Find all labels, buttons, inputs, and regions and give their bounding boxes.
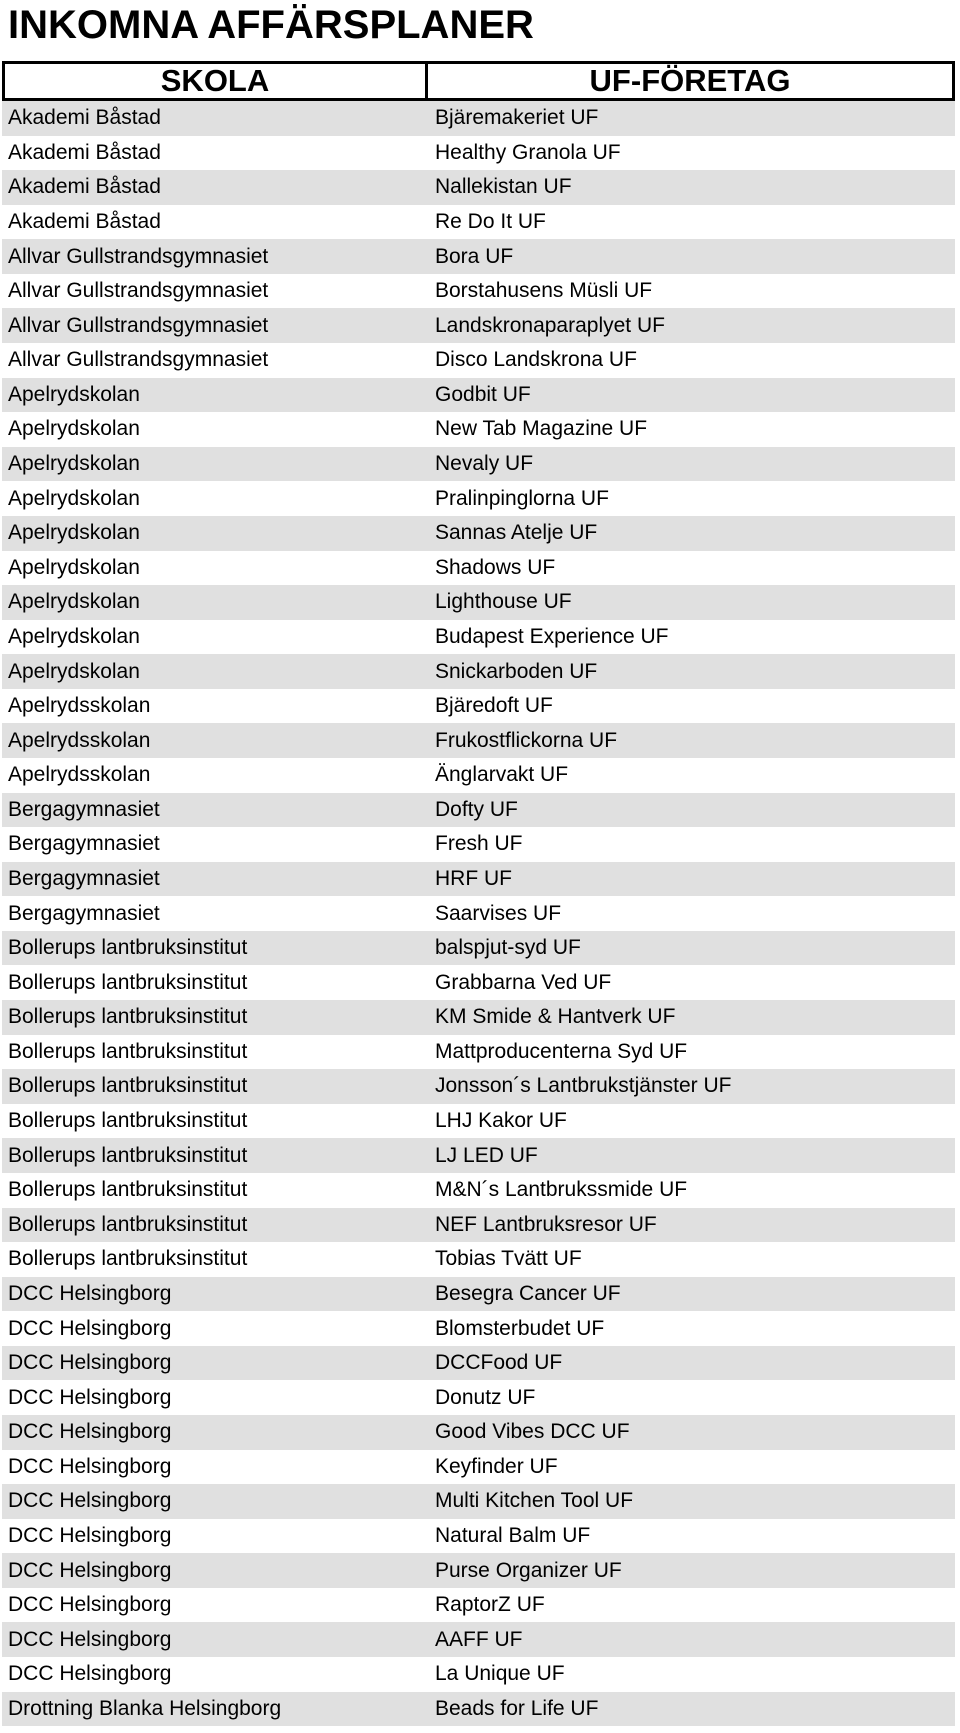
table-row: [2, 965, 955, 1000]
table-row: [2, 1692, 955, 1727]
school-cell: Bollerups lantbruksinstitut: [8, 1039, 248, 1063]
school-cell: Apelrydskolan: [8, 590, 140, 614]
company-cell: La Unique UF: [435, 1662, 565, 1686]
school-cell: Akademi Båstad: [8, 175, 161, 199]
school-cell: Apelrydsskolan: [8, 763, 151, 787]
table-row: [2, 136, 955, 171]
table-row: [2, 551, 955, 586]
table-row: [2, 378, 955, 413]
company-cell: Blomsterbudet UF: [435, 1316, 605, 1340]
table-row: [2, 481, 955, 516]
table-row: [2, 793, 955, 828]
table-row: [2, 723, 955, 758]
table-row: [2, 1346, 955, 1381]
table-row: [2, 1208, 955, 1243]
school-cell: Apelrydskolan: [8, 659, 140, 683]
table-row: [2, 308, 955, 343]
company-cell: HRF UF: [435, 867, 512, 890]
school-cell: Apelrydskolan: [8, 521, 140, 545]
company-cell: Donutz UF: [435, 1385, 536, 1409]
school-cell: DCC Helsingborg: [8, 1593, 172, 1617]
company-cell: AAFF UF: [435, 1627, 523, 1651]
school-cell: Apelrydskolan: [8, 382, 140, 406]
school-cell: Bollerups lantbruksinstitut: [8, 1212, 248, 1236]
school-cell: Apelrydskolan: [8, 624, 140, 648]
table-row: [2, 758, 955, 793]
table-row: [2, 1519, 955, 1554]
company-cell: Fresh UF: [435, 832, 523, 856]
table-row: [2, 1035, 955, 1070]
company-cell: Bjäredoft UF: [435, 694, 553, 718]
table-row: [2, 1450, 955, 1485]
company-cell: Frukostflickorna UF: [435, 728, 618, 752]
table-row: [2, 1277, 955, 1312]
school-cell: Allvar Gullstrandsgymnasiet: [8, 348, 269, 372]
school-cell: Akademi Båstad: [8, 106, 161, 130]
company-cell: Budapest Experience UF: [435, 624, 669, 648]
company-cell: Good Vibes DCC UF: [435, 1420, 630, 1444]
company-cell: New Tab Magazine UF: [435, 417, 648, 441]
company-cell: M&N´s Lantbrukssmide UF: [435, 1178, 688, 1202]
business-plans-table: [2, 61, 955, 1726]
company-cell: Nallekistan UF: [435, 175, 572, 199]
table-header: [2, 61, 955, 101]
company-cell: Shadows UF: [435, 555, 556, 579]
table-row: [2, 1311, 955, 1346]
school-cell: Bergagymnasiet: [8, 797, 160, 821]
school-cell: DCC Helsingborg: [8, 1281, 172, 1305]
table-row: [2, 1242, 955, 1277]
school-cell: Allvar Gullstrandsgymnasiet: [8, 279, 269, 303]
table-row: [2, 654, 955, 689]
school-cell: Bollerups lantbruksinstitut: [8, 970, 248, 994]
company-cell: balspjut-syd UF: [435, 936, 581, 960]
table-row: [2, 101, 955, 136]
school-cell: Apelrydskolan: [8, 555, 140, 579]
school-cell: Drottning Blanka Helsingborg: [8, 1696, 282, 1720]
school-cell: Bergagymnasiet: [8, 901, 160, 925]
company-cell: Sannas Atelje UF: [435, 521, 598, 545]
school-cell: DCC Helsingborg: [8, 1316, 172, 1340]
column-header-school: SKOLA: [5, 64, 428, 98]
table-row: [2, 1138, 955, 1173]
table-row: [2, 585, 955, 620]
table-row: [2, 343, 955, 378]
company-cell: Tobias Tvätt UF: [435, 1247, 582, 1271]
company-cell: Besegra Cancer UF: [435, 1281, 621, 1305]
school-cell: Apelrydskolan: [8, 417, 140, 441]
school-cell: DCC Helsingborg: [8, 1662, 172, 1686]
school-cell: DCC Helsingborg: [8, 1627, 172, 1651]
school-cell: Akademi Båstad: [8, 140, 161, 164]
table-row: [2, 620, 955, 655]
school-cell: Allvar Gullstrandsgymnasiet: [8, 244, 269, 268]
table-row: [2, 170, 955, 205]
company-cell: Lighthouse UF: [435, 590, 572, 614]
company-cell: DCCFood UF: [435, 1351, 563, 1375]
school-cell: Bollerups lantbruksinstitut: [8, 1247, 248, 1271]
school-cell: Bollerups lantbruksinstitut: [8, 936, 248, 960]
company-cell: Dofty UF: [435, 797, 518, 821]
table-row: [2, 1000, 955, 1035]
table-row: [2, 1622, 955, 1657]
table-row: [2, 931, 955, 966]
table-row: [2, 862, 955, 897]
table-row: [2, 1415, 955, 1450]
school-cell: Bergagymnasiet: [8, 832, 160, 856]
school-cell: Bollerups lantbruksinstitut: [8, 1005, 248, 1029]
school-cell: Apelrydskolan: [8, 486, 140, 510]
table-row: [2, 689, 955, 724]
table-row: [2, 1380, 955, 1415]
company-cell: Jonsson´s Lantbrukstjänster UF: [435, 1074, 732, 1098]
company-cell: Grabbarna Ved UF: [435, 970, 612, 994]
table-row: [2, 1069, 955, 1104]
company-cell: Landskronaparaplyet UF: [435, 313, 665, 337]
school-cell: Bergagymnasiet: [8, 867, 160, 890]
school-cell: Allvar Gullstrandsgymnasiet: [8, 313, 269, 337]
table-row: [2, 447, 955, 482]
table-row: [2, 274, 955, 309]
table-row: [2, 412, 955, 447]
company-cell: Natural Balm UF: [435, 1523, 591, 1547]
table-body: [2, 101, 955, 1726]
company-cell: Healthy Granola UF: [435, 140, 621, 164]
company-cell: RaptorZ UF: [435, 1593, 545, 1617]
school-cell: Bollerups lantbruksinstitut: [8, 1074, 248, 1098]
table-row: [2, 1553, 955, 1588]
table-row: [2, 1104, 955, 1139]
school-cell: DCC Helsingborg: [8, 1351, 172, 1375]
table-row: [2, 896, 955, 931]
company-cell: Re Do It UF: [435, 210, 546, 234]
company-cell: LJ LED UF: [435, 1143, 538, 1167]
company-cell: Saarvises UF: [435, 901, 562, 925]
table-row: [2, 205, 955, 240]
company-cell: Änglarvakt UF: [435, 763, 569, 787]
table-row: [2, 1173, 955, 1208]
company-cell: Godbit UF: [435, 382, 531, 406]
table-row: [2, 516, 955, 551]
company-cell: Nevaly UF: [435, 452, 534, 476]
page-title: INKOMNA AFFÄRSPLANER: [8, 3, 534, 47]
table-row: [2, 1588, 955, 1623]
school-cell: DCC Helsingborg: [8, 1385, 172, 1409]
company-cell: Beads for Life UF: [435, 1696, 599, 1720]
company-cell: Pralinpinglorna UF: [435, 486, 609, 510]
table-row: [2, 1657, 955, 1692]
school-cell: DCC Helsingborg: [8, 1558, 172, 1582]
column-header-company: UF-FÖRETAG: [589, 63, 791, 98]
company-cell: LHJ Kakor UF: [435, 1109, 567, 1133]
company-cell: Bjäremakeriet UF: [435, 106, 599, 130]
company-cell: Mattproducenterna Syd UF: [435, 1039, 688, 1063]
school-cell: Apelrydsskolan: [8, 694, 151, 718]
company-cell: Borstahusens Müsli UF: [435, 279, 653, 303]
company-cell: Keyfinder UF: [435, 1454, 558, 1478]
school-cell: Bollerups lantbruksinstitut: [8, 1143, 248, 1167]
school-cell: Akademi Båstad: [8, 210, 161, 234]
company-cell: Purse Organizer UF: [435, 1558, 622, 1582]
table-row: [2, 827, 955, 862]
school-cell: Apelrydskolan: [8, 452, 140, 476]
company-cell: Snickarboden UF: [435, 659, 598, 683]
school-cell: Bollerups lantbruksinstitut: [8, 1109, 248, 1133]
school-cell: DCC Helsingborg: [8, 1523, 172, 1547]
company-cell: Multi Kitchen Tool UF: [435, 1489, 634, 1513]
company-cell: Disco Landskrona UF: [435, 348, 637, 372]
company-cell: NEF Lantbruksresor UF: [435, 1212, 657, 1236]
school-cell: DCC Helsingborg: [8, 1489, 172, 1513]
table-row: [2, 239, 955, 274]
company-cell: KM Smide & Hantverk UF: [435, 1005, 676, 1029]
school-cell: Apelrydsskolan: [8, 728, 151, 752]
table-row: [2, 1484, 955, 1519]
school-cell: DCC Helsingborg: [8, 1420, 172, 1444]
company-cell: Bora UF: [435, 244, 514, 268]
school-cell: DCC Helsingborg: [8, 1454, 172, 1478]
school-cell: Bollerups lantbruksinstitut: [8, 1178, 248, 1202]
